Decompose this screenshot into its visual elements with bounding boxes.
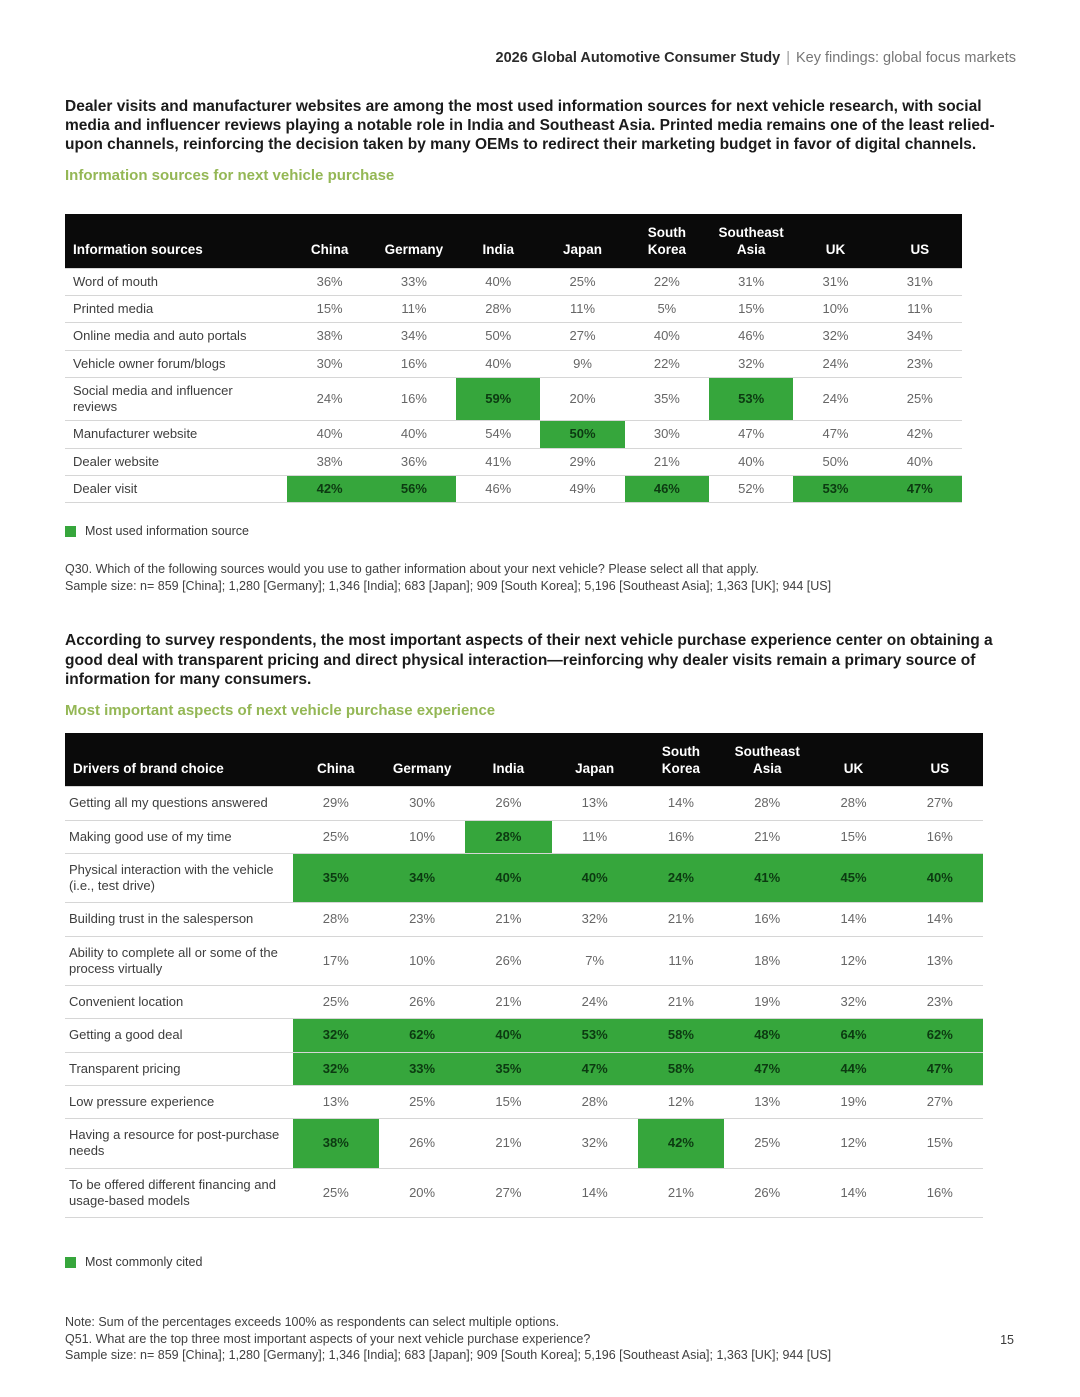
highlighted-value-cell: 53% (709, 377, 793, 421)
value-cell: 28% (810, 787, 896, 820)
table-row (65, 448, 962, 475)
value-cell: 14% (552, 1168, 638, 1218)
table-row (65, 936, 983, 986)
column-header: India (465, 733, 551, 787)
document-title: 2026 Global Automotive Consumer Study (495, 50, 781, 66)
value-cell: 26% (724, 1168, 810, 1218)
column-header: Germany (379, 733, 465, 787)
section1-legend (65, 524, 1016, 538)
highlighted-value-cell: 40% (465, 1019, 551, 1052)
column-header: China (287, 214, 371, 268)
value-cell: 16% (724, 903, 810, 936)
value-cell: 14% (897, 903, 983, 936)
value-cell: 50% (793, 448, 877, 475)
value-cell: 11% (540, 296, 624, 323)
row-label: Printed media (65, 296, 287, 323)
value-cell: 29% (293, 787, 379, 820)
column-header: UK (810, 733, 896, 787)
document-header (65, 0, 1016, 66)
value-cell: 46% (709, 323, 793, 350)
value-cell: 14% (810, 1168, 896, 1218)
table-row (65, 853, 983, 903)
highlighted-value-cell: 32% (293, 1019, 379, 1052)
row-label: Low pressure experience (65, 1085, 293, 1118)
information-sources-table (65, 214, 962, 503)
row-label: Making good use of my time (65, 820, 293, 853)
table-row (65, 421, 962, 448)
column-header: Southeast Asia (724, 733, 810, 787)
value-cell: 16% (897, 820, 983, 853)
value-cell: 18% (724, 936, 810, 986)
value-cell: 16% (897, 1168, 983, 1218)
value-cell: 32% (793, 323, 877, 350)
value-cell: 50% (456, 323, 540, 350)
value-cell: 19% (724, 986, 810, 1019)
value-cell: 38% (287, 323, 371, 350)
row-label: Convenient location (65, 986, 293, 1019)
highlighted-value-cell: 24% (638, 853, 724, 903)
value-cell: 26% (465, 787, 551, 820)
highlighted-value-cell: 35% (465, 1052, 551, 1085)
row-label: Transparent pricing (65, 1052, 293, 1085)
table-row (65, 323, 962, 350)
row-label: Online media and auto portals (65, 323, 287, 350)
value-cell: 12% (810, 1119, 896, 1169)
value-cell: 26% (379, 986, 465, 1019)
value-cell: 32% (810, 986, 896, 1019)
value-cell: 10% (379, 936, 465, 986)
value-cell: 32% (552, 903, 638, 936)
value-cell: 35% (625, 377, 709, 421)
table-row (65, 268, 962, 295)
table-title: Drivers of brand choice (65, 733, 293, 787)
column-header: China (293, 733, 379, 787)
column-header: US (897, 733, 983, 787)
value-cell: 21% (625, 448, 709, 475)
value-cell: 40% (372, 421, 456, 448)
green-swatch-icon (65, 1257, 76, 1268)
value-cell: 14% (638, 787, 724, 820)
value-cell: 36% (372, 448, 456, 475)
value-cell: 19% (810, 1085, 896, 1118)
column-header: US (878, 214, 962, 268)
row-label: Social media and influencer reviews (65, 377, 287, 421)
column-header: Japan (540, 214, 624, 268)
row-label: Physical interaction with the vehicle (i.e., test drive) (65, 853, 293, 903)
value-cell: 22% (625, 268, 709, 295)
highlighted-value-cell: 40% (897, 853, 983, 903)
highlighted-value-cell: 48% (724, 1019, 810, 1052)
highlighted-value-cell: 56% (372, 475, 456, 502)
footnote-line: Q30. Which of the following sources would you use to gather information about your next vehicle? Please select all that apply. (65, 562, 759, 577)
value-cell: 23% (897, 986, 983, 1019)
value-cell: 24% (552, 986, 638, 1019)
value-cell: 15% (810, 820, 896, 853)
highlighted-value-cell: 58% (638, 1019, 724, 1052)
column-header: South Korea (625, 214, 709, 268)
table-row (65, 1052, 983, 1085)
value-cell: 41% (456, 448, 540, 475)
drivers-of-brand-choice-table (65, 733, 983, 1219)
value-cell: 28% (293, 903, 379, 936)
column-header: Japan (552, 733, 638, 787)
value-cell: 21% (638, 986, 724, 1019)
highlighted-value-cell: 50% (540, 421, 624, 448)
value-cell: 54% (456, 421, 540, 448)
row-label: Manufacturer website (65, 421, 287, 448)
value-cell: 15% (465, 1085, 551, 1118)
value-cell: 31% (709, 268, 793, 295)
value-cell: 40% (878, 448, 962, 475)
value-cell: 15% (709, 296, 793, 323)
value-cell: 12% (638, 1085, 724, 1118)
value-cell: 49% (540, 475, 624, 502)
table-row (65, 1019, 983, 1052)
value-cell: 27% (540, 323, 624, 350)
value-cell: 11% (552, 820, 638, 853)
value-cell: 10% (793, 296, 877, 323)
value-cell: 17% (293, 936, 379, 986)
table-row (65, 475, 962, 502)
highlighted-value-cell: 47% (878, 475, 962, 502)
highlighted-value-cell: 28% (465, 820, 551, 853)
value-cell: 40% (456, 268, 540, 295)
value-cell: 38% (287, 448, 371, 475)
highlighted-value-cell: 42% (638, 1119, 724, 1169)
value-cell: 27% (465, 1168, 551, 1218)
document-subtitle: Key findings: global focus markets (795, 50, 1016, 66)
footnote-line: Note: Sum of the percentages exceeds 100% as respondents can select multiple options. (65, 1315, 560, 1330)
row-label: Getting a good deal (65, 1019, 293, 1052)
section1-intro-paragraph: Dealer visits and manufacturer websites are among the most used information sources for next vehicle research, with social media and influencer reviews playing a notable role in India and Southeast Asia. Printed media remains one of the least relied-upon channels, reinforcing the decision taken by many OEMs to redirect their marketing budget in favor of digital channels. (65, 98, 995, 154)
value-cell: 21% (638, 903, 724, 936)
table-title: Information sources (65, 214, 287, 268)
section2-subtitle: Most important aspects of next vehicle purchase experience (65, 701, 496, 719)
value-cell: 25% (293, 986, 379, 1019)
value-cell: 21% (638, 1168, 724, 1218)
highlighted-value-cell: 40% (552, 853, 638, 903)
value-cell: 52% (709, 475, 793, 502)
column-header: Germany (372, 214, 456, 268)
highlighted-value-cell: 59% (456, 377, 540, 421)
highlighted-value-cell: 42% (287, 475, 371, 502)
value-cell: 15% (897, 1119, 983, 1169)
green-swatch-icon (65, 526, 76, 537)
value-cell: 31% (793, 268, 877, 295)
table-header-row (65, 733, 983, 787)
value-cell: 28% (724, 787, 810, 820)
value-cell: 21% (724, 820, 810, 853)
column-header: Southeast Asia (709, 214, 793, 268)
highlighted-value-cell: 47% (724, 1052, 810, 1085)
table-row (65, 350, 962, 377)
value-cell: 20% (379, 1168, 465, 1218)
value-cell: 9% (540, 350, 624, 377)
highlighted-value-cell: 53% (793, 475, 877, 502)
section2-legend-label: Most commonly cited (85, 1255, 203, 1270)
page-number: 15 (1000, 1333, 1014, 1347)
row-label: Ability to complete all or some of the process virtually (65, 936, 293, 986)
footnote-line: Q51. What are the top three most important aspects of your next vehicle purchase experience? (65, 1331, 591, 1346)
value-cell: 22% (625, 350, 709, 377)
highlighted-value-cell: 62% (897, 1019, 983, 1052)
highlighted-value-cell: 47% (897, 1052, 983, 1085)
value-cell: 11% (878, 296, 962, 323)
value-cell: 24% (793, 350, 877, 377)
row-label: Vehicle owner forum/blogs (65, 350, 287, 377)
table-header-row (65, 214, 962, 268)
value-cell: 27% (897, 1085, 983, 1118)
highlighted-value-cell: 58% (638, 1052, 724, 1085)
value-cell: 14% (810, 903, 896, 936)
value-cell: 40% (456, 350, 540, 377)
value-cell: 13% (293, 1085, 379, 1118)
value-cell: 21% (465, 986, 551, 1019)
value-cell: 23% (379, 903, 465, 936)
value-cell: 21% (465, 903, 551, 936)
value-cell: 24% (793, 377, 877, 421)
value-cell: 30% (625, 421, 709, 448)
value-cell: 28% (552, 1085, 638, 1118)
value-cell: 15% (287, 296, 371, 323)
value-cell: 40% (625, 323, 709, 350)
section2-intro-paragraph: According to survey respondents, the most important aspects of their next vehicle purchase experience center on obtaining a good deal with transparent pricing and direct physical interaction—reinforcing why dealer visits remain a primary source of information for many consumers. (65, 632, 993, 688)
value-cell: 33% (372, 268, 456, 295)
value-cell: 7% (552, 936, 638, 986)
value-cell: 21% (465, 1119, 551, 1169)
row-label: Having a resource for post-purchase needs (65, 1119, 293, 1169)
table-row (65, 986, 983, 1019)
value-cell: 25% (878, 377, 962, 421)
section1-footnotes (65, 561, 1016, 594)
column-header: UK (793, 214, 877, 268)
column-header: South Korea (638, 733, 724, 787)
highlighted-value-cell: 44% (810, 1052, 896, 1085)
highlighted-value-cell: 62% (379, 1019, 465, 1052)
value-cell: 30% (379, 787, 465, 820)
value-cell: 13% (897, 936, 983, 986)
value-cell: 31% (878, 268, 962, 295)
value-cell: 16% (372, 377, 456, 421)
value-cell: 13% (552, 787, 638, 820)
value-cell: 16% (372, 350, 456, 377)
value-cell: 42% (878, 421, 962, 448)
highlighted-value-cell: 35% (293, 853, 379, 903)
value-cell: 26% (465, 936, 551, 986)
value-cell: 5% (625, 296, 709, 323)
highlighted-value-cell: 46% (625, 475, 709, 502)
value-cell: 32% (552, 1119, 638, 1169)
table-row (65, 1119, 983, 1169)
footnote-line: Sample size: n= 859 [China]; 1,280 [Germany]; 1,346 [India]; 683 [Japan]; 909 [South Korea]; 5,196 [Southeast Asia]; 1,363 [UK]; 944 [US] (65, 1348, 832, 1363)
row-label: Word of mouth (65, 268, 287, 295)
section2-legend (65, 1255, 1016, 1269)
value-cell: 28% (456, 296, 540, 323)
table-row (65, 296, 962, 323)
section2-footnotes (65, 1314, 1016, 1364)
value-cell: 25% (293, 1168, 379, 1218)
value-cell: 40% (287, 421, 371, 448)
value-cell: 24% (287, 377, 371, 421)
value-cell: 46% (456, 475, 540, 502)
value-cell: 34% (878, 323, 962, 350)
table-row (65, 377, 962, 421)
value-cell: 47% (709, 421, 793, 448)
value-cell: 32% (709, 350, 793, 377)
value-cell: 27% (897, 787, 983, 820)
value-cell: 34% (372, 323, 456, 350)
value-cell: 29% (540, 448, 624, 475)
value-cell: 13% (724, 1085, 810, 1118)
value-cell: 11% (372, 296, 456, 323)
highlighted-value-cell: 45% (810, 853, 896, 903)
row-label: Dealer visit (65, 475, 287, 502)
value-cell: 47% (793, 421, 877, 448)
header-separator: | (786, 50, 790, 66)
highlighted-value-cell: 32% (293, 1052, 379, 1085)
value-cell: 12% (810, 936, 896, 986)
value-cell: 40% (709, 448, 793, 475)
value-cell: 25% (724, 1119, 810, 1169)
highlighted-value-cell: 64% (810, 1019, 896, 1052)
section1-legend-label: Most used information source (85, 524, 249, 539)
row-label: Getting all my questions answered (65, 787, 293, 820)
highlighted-value-cell: 38% (293, 1119, 379, 1169)
row-label: Dealer website (65, 448, 287, 475)
value-cell: 11% (638, 936, 724, 986)
table-row (65, 1168, 983, 1218)
footnote-line: Sample size: n= 859 [China]; 1,280 [Germany]; 1,346 [India]; 683 [Japan]; 909 [South Korea]; 5,196 [Southeast Asia]; 1,363 [UK]; 944 [US] (65, 578, 832, 593)
highlighted-value-cell: 47% (552, 1052, 638, 1085)
value-cell: 23% (878, 350, 962, 377)
row-label: To be offered different financing and usage-based models (65, 1168, 293, 1218)
highlighted-value-cell: 53% (552, 1019, 638, 1052)
table-row (65, 787, 983, 820)
value-cell: 25% (293, 820, 379, 853)
highlighted-value-cell: 40% (465, 853, 551, 903)
row-label: Building trust in the salesperson (65, 903, 293, 936)
highlighted-value-cell: 33% (379, 1052, 465, 1085)
value-cell: 16% (638, 820, 724, 853)
table-row (65, 903, 983, 936)
value-cell: 20% (540, 377, 624, 421)
table-row (65, 1085, 983, 1118)
column-header: India (456, 214, 540, 268)
highlighted-value-cell: 41% (724, 853, 810, 903)
value-cell: 10% (379, 820, 465, 853)
value-cell: 30% (287, 350, 371, 377)
section1-subtitle: Information sources for next vehicle purchase (65, 167, 395, 185)
value-cell: 25% (540, 268, 624, 295)
value-cell: 25% (379, 1085, 465, 1118)
table-row (65, 820, 983, 853)
highlighted-value-cell: 34% (379, 853, 465, 903)
value-cell: 36% (287, 268, 371, 295)
value-cell: 26% (379, 1119, 465, 1169)
